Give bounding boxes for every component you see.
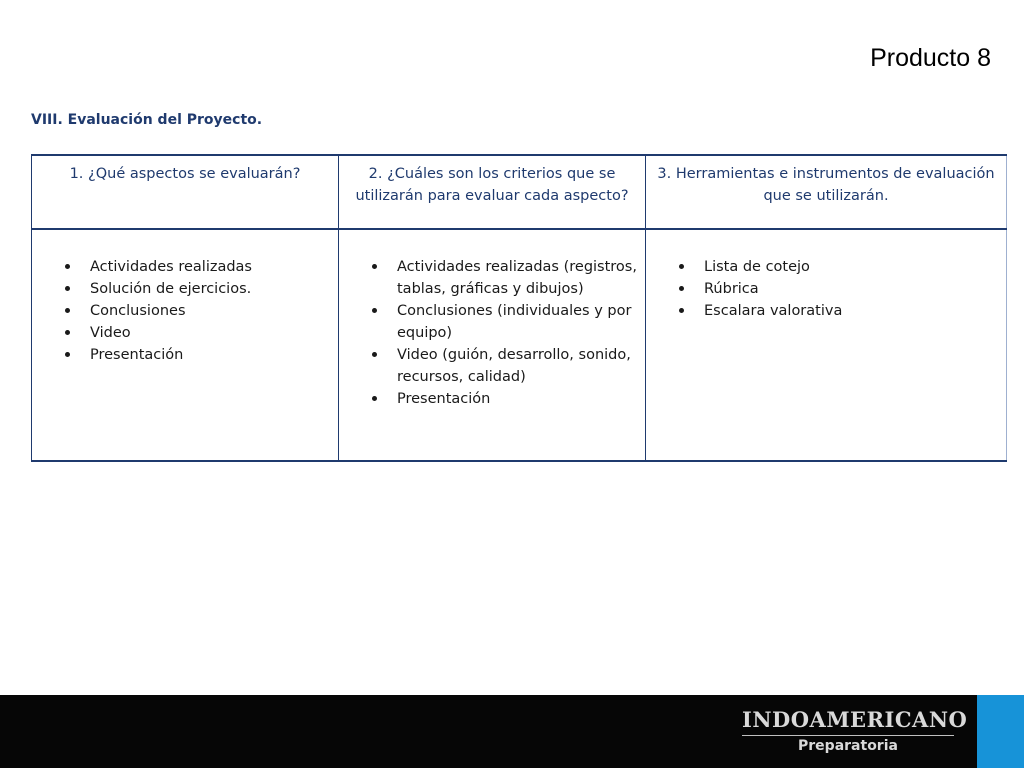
footer-accent-block (977, 695, 1024, 768)
list-item: Conclusiones (individuales y por equipo) (347, 300, 637, 344)
section-heading: VIII. Evaluación del Proyecto. (31, 112, 263, 128)
aspects-cell (32, 229, 339, 461)
evaluation-table (31, 154, 1007, 462)
criteria-list (347, 256, 637, 410)
list-item: Conclusiones (40, 300, 330, 322)
list-item: Presentación (40, 344, 330, 366)
list-item: Solución de ejercicios. (40, 278, 330, 300)
brand-name: INDOAMERICANO (742, 707, 954, 736)
table-header-row (32, 155, 1007, 229)
criteria-cell (339, 229, 646, 461)
table-row (32, 229, 1007, 461)
tools-cell (646, 229, 1007, 461)
list-item: Escalara valorativa (654, 300, 998, 322)
list-item: Presentación (347, 388, 637, 410)
tools-list (654, 256, 998, 322)
header-criteria: 2. ¿Cuáles son los criterios que se utilizarán para evaluar cada aspecto? (339, 155, 646, 229)
footer-bar (0, 695, 1024, 768)
aspects-list (40, 256, 330, 366)
brand-logo (742, 707, 968, 754)
list-item: Video (40, 322, 330, 344)
list-item: Rúbrica (654, 278, 998, 300)
list-item: Actividades realizadas (registros, tablas, gráficas y dibujos) (347, 256, 637, 300)
header-aspects: 1. ¿Qué aspectos se evaluarán? (32, 155, 339, 229)
list-item: Actividades realizadas (40, 256, 330, 278)
brand-subtitle: Preparatoria (798, 738, 898, 754)
slide-title: Producto 8 (870, 44, 991, 72)
list-item: Video (guión, desarrollo, sonido, recursos, calidad) (347, 344, 637, 388)
header-tools: 3. Herramientas e instrumentos de evaluación que se utilizarán. (646, 155, 1007, 229)
list-item: Lista de cotejo (654, 256, 998, 278)
